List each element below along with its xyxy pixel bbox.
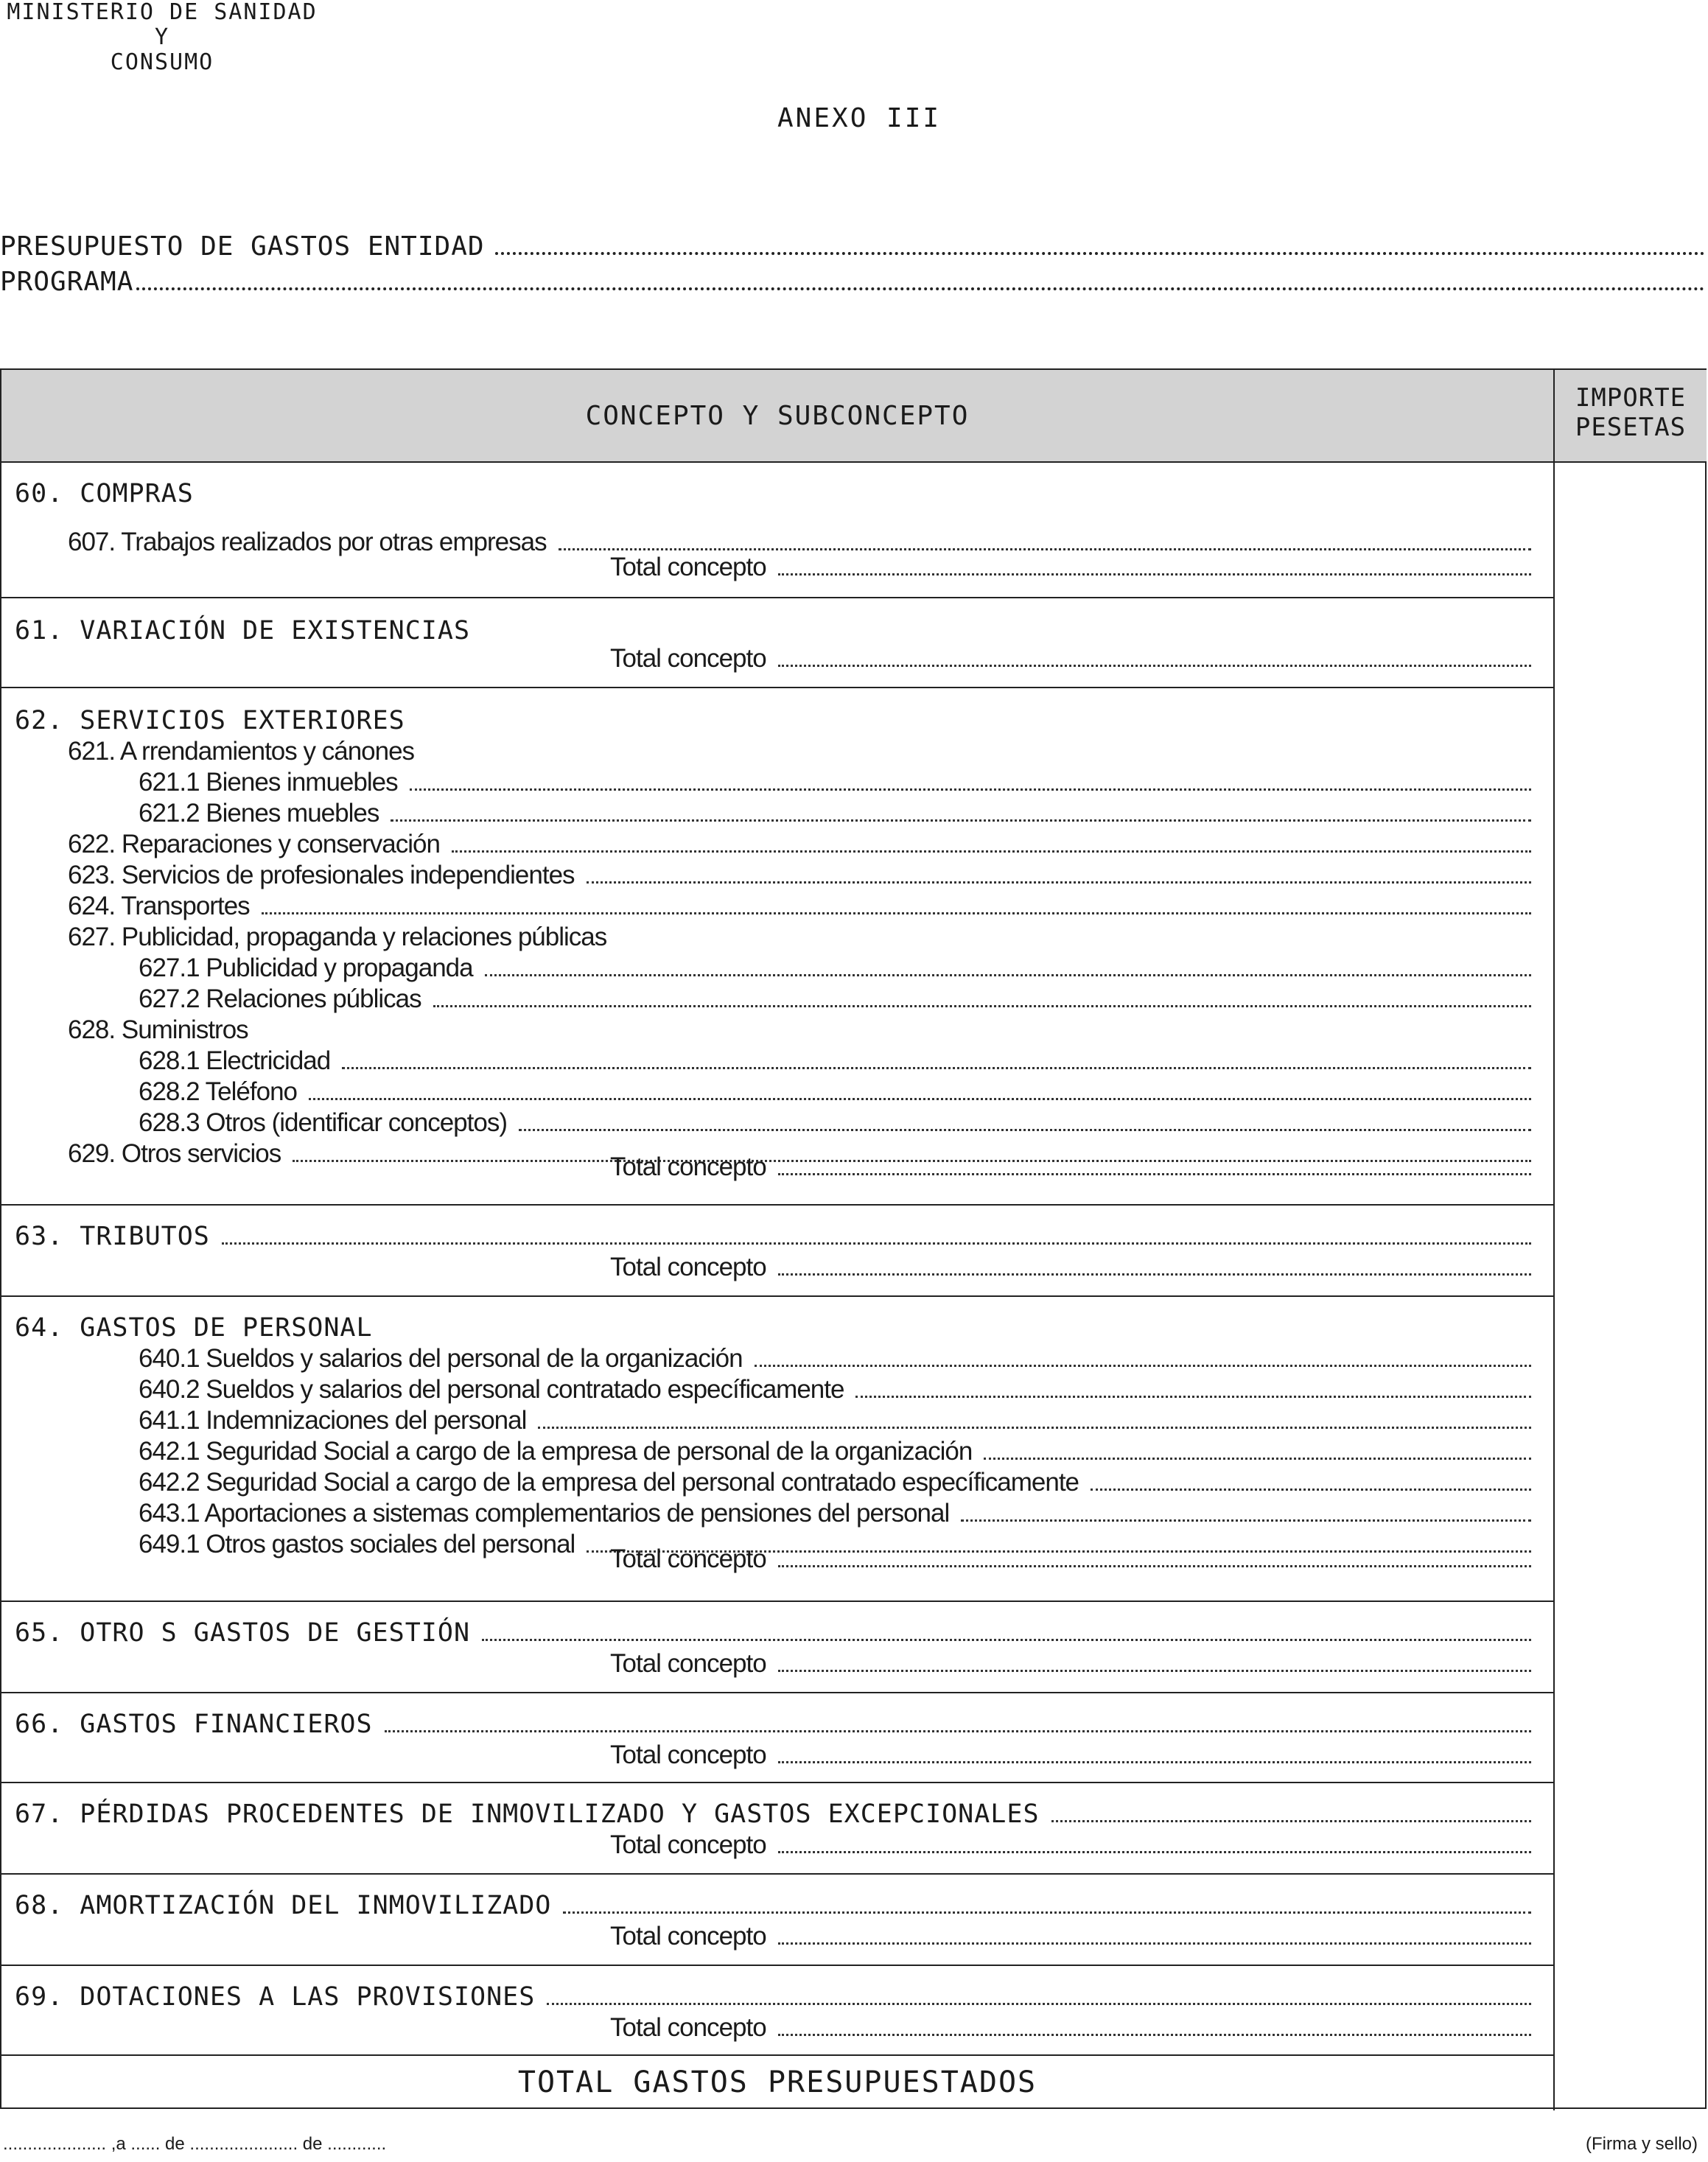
table-header bbox=[1, 370, 1707, 463]
amount-leader bbox=[778, 1654, 1531, 1672]
line-item-label: 628. Suministros bbox=[68, 1015, 248, 1044]
place-date-line: ..................... ,a ...... de ...................... de ............ bbox=[3, 2134, 387, 2154]
amount-leader bbox=[778, 1549, 1531, 1567]
line-item bbox=[139, 1077, 1531, 1107]
section-title bbox=[15, 1710, 1531, 1739]
line-item-label: 607. Trabajos realizados por otras empresas bbox=[68, 528, 547, 556]
amount-leader bbox=[961, 1503, 1531, 1522]
amount-leader bbox=[778, 2018, 1531, 2036]
section-63 bbox=[1, 1206, 1553, 1297]
line-item bbox=[139, 768, 1531, 797]
program-line bbox=[0, 267, 1705, 297]
total-concept-row bbox=[610, 1253, 1531, 1282]
section-title-label: 61. VARIACIÓN DE EXISTENCIAS bbox=[15, 616, 471, 646]
total-concept-row bbox=[610, 644, 1531, 674]
total-concept-row bbox=[610, 1544, 1531, 1574]
amount-leader bbox=[262, 896, 1531, 914]
line-item bbox=[139, 1499, 1531, 1528]
amount-leader bbox=[452, 834, 1531, 853]
line-item-label: 629. Otros servicios bbox=[68, 1139, 281, 1168]
line-item-label: 624. Transportes bbox=[68, 892, 250, 920]
budget-entity-label: PRESUPUESTO DE GASTOS ENTIDAD bbox=[0, 231, 485, 262]
line-item-label: 643.1 Aportaciones a sistemas complementarios de pensiones del personal bbox=[139, 1499, 950, 1528]
total-concept-row bbox=[610, 1649, 1531, 1679]
line-item bbox=[139, 1406, 1531, 1435]
grand-total-label: TOTAL GASTOS PRESUPUESTADOS bbox=[517, 2065, 1037, 2099]
section-65 bbox=[1, 1602, 1553, 1693]
amount-leader bbox=[755, 1348, 1531, 1367]
line-item bbox=[68, 737, 414, 766]
section-62 bbox=[1, 688, 1553, 1206]
line-item bbox=[139, 1437, 1531, 1466]
line-item bbox=[68, 923, 606, 952]
section-title-label: 62. SERVICIOS EXTERIORES bbox=[15, 706, 405, 735]
line-item bbox=[68, 830, 1531, 859]
section-title-label: 69. DOTACIONES A LAS PROVISIONES bbox=[15, 1982, 536, 2012]
section-title-label: 65. OTRO S GASTOS DE GESTIÓN bbox=[15, 1618, 471, 1648]
concept-column-header: CONCEPTO Y SUBCONCEPTO bbox=[585, 400, 970, 431]
total-concept-row bbox=[610, 553, 1531, 582]
line-item-label: 628.3 Otros (identificar conceptos) bbox=[139, 1108, 507, 1137]
signature-label: (Firma y sello) bbox=[1585, 2134, 1698, 2154]
total-concept-row bbox=[610, 1922, 1531, 1951]
section-67 bbox=[1, 1783, 1553, 1875]
amount-leader bbox=[778, 1157, 1531, 1175]
amount-leader bbox=[391, 803, 1531, 822]
section-title bbox=[15, 616, 470, 646]
amount-leader bbox=[563, 1895, 1531, 1914]
section-66 bbox=[1, 1693, 1553, 1783]
ministry-line-1: MINISTERIO DE SANIDAD bbox=[7, 0, 318, 25]
total-concept-row bbox=[610, 1830, 1531, 1860]
section-61 bbox=[1, 598, 1553, 688]
amount-header-line-1: IMPORTE bbox=[1575, 383, 1687, 413]
amount-leader bbox=[559, 532, 1531, 550]
total-concept-row bbox=[610, 1152, 1531, 1182]
ministry-line-2: Y bbox=[154, 24, 170, 50]
section-title bbox=[15, 1618, 1531, 1648]
line-item-label: 642.2 Seguridad Social a cargo de la empresa del personal contratado específicamente bbox=[139, 1468, 1079, 1497]
line-item bbox=[68, 1015, 248, 1045]
section-title bbox=[15, 479, 194, 508]
line-item bbox=[139, 1375, 1531, 1404]
total-concept-label: Total concepto bbox=[610, 2013, 766, 2042]
amount-leader bbox=[587, 865, 1531, 884]
line-item bbox=[139, 799, 1531, 828]
section-title-label: 68. AMORTIZACIÓN DEL INMOVILIZADO bbox=[15, 1891, 552, 1920]
total-concept-label: Total concepto bbox=[610, 1152, 766, 1181]
annex-title: ANEXO III bbox=[777, 103, 942, 133]
line-item bbox=[139, 954, 1531, 983]
amount-leader bbox=[547, 1987, 1531, 2005]
amount-leader bbox=[855, 1379, 1531, 1398]
amount-header-line-2: PESETAS bbox=[1575, 413, 1687, 442]
total-concept-label: Total concepto bbox=[610, 553, 766, 581]
section-title bbox=[15, 1982, 1531, 2012]
amount-leader bbox=[778, 557, 1531, 576]
total-concept-label: Total concepto bbox=[610, 1741, 766, 1769]
line-item-label: 628.2 Teléfono bbox=[139, 1077, 298, 1106]
total-concept-label: Total concepto bbox=[610, 1649, 766, 1678]
line-item-label: 640.1 Sueldos y salarios del personal de la organización bbox=[139, 1344, 743, 1373]
section-title bbox=[15, 1891, 1531, 1920]
program-label: PROGRAMA bbox=[0, 267, 134, 297]
section-title bbox=[15, 1799, 1531, 1829]
section-title-label: 66. GASTOS FINANCIEROS bbox=[15, 1710, 373, 1739]
program-field[interactable] bbox=[136, 268, 1705, 290]
total-concept-label: Total concepto bbox=[610, 1544, 766, 1573]
budget-entity-line bbox=[0, 231, 1705, 262]
line-item bbox=[139, 1046, 1531, 1076]
line-item-label: 628.1 Electricidad bbox=[139, 1046, 331, 1075]
amount-leader bbox=[778, 1257, 1531, 1276]
amount-leader bbox=[410, 772, 1531, 791]
amount-leader bbox=[222, 1226, 1531, 1245]
section-69 bbox=[1, 1966, 1553, 2056]
budget-entity-field[interactable] bbox=[495, 233, 1705, 255]
line-item-label: 641.1 Indemnizaciones del personal bbox=[139, 1406, 527, 1435]
line-item bbox=[139, 984, 1531, 1014]
line-item-label: 627. Publicidad, propaganda y relaciones públicas bbox=[68, 923, 607, 951]
section-64 bbox=[1, 1297, 1553, 1602]
amount-leader bbox=[538, 1410, 1531, 1429]
line-item bbox=[68, 892, 1531, 921]
section-title bbox=[15, 1222, 1531, 1251]
line-item bbox=[139, 1344, 1531, 1374]
total-concept-label: Total concepto bbox=[610, 1922, 766, 1951]
line-item-label: 627.2 Relaciones públicas bbox=[139, 984, 421, 1013]
total-concept-row bbox=[610, 1741, 1531, 1770]
line-item-label: 621. A rrendamientos y cánones bbox=[68, 737, 415, 766]
total-concept-label: Total concepto bbox=[610, 1253, 766, 1281]
amount-leader bbox=[433, 989, 1531, 1007]
line-item-label: 621.1 Bienes inmuebles bbox=[139, 768, 398, 797]
section-title bbox=[15, 706, 405, 735]
section-title-label: 64. GASTOS DE PERSONAL bbox=[15, 1313, 373, 1343]
amount-leader bbox=[482, 1623, 1531, 1641]
amount-leader bbox=[485, 958, 1531, 976]
amount-leader bbox=[1051, 1804, 1531, 1822]
amount-leader bbox=[519, 1113, 1531, 1131]
amount-leader bbox=[778, 648, 1531, 667]
section-60 bbox=[1, 461, 1553, 598]
amount-leader bbox=[385, 1714, 1531, 1732]
line-item-label: 649.1 Otros gastos sociales del personal bbox=[139, 1530, 575, 1558]
amount-leader bbox=[984, 1441, 1531, 1460]
section-title-label: 60. COMPRAS bbox=[15, 479, 194, 508]
section-68 bbox=[1, 1875, 1553, 1966]
line-item-label: 623. Servicios de profesionales independientes bbox=[68, 861, 575, 889]
line-item-label: 642.1 Seguridad Social a cargo de la empresa de personal de la organización bbox=[139, 1437, 973, 1466]
ministry-line-3: CONSUMO bbox=[110, 49, 214, 75]
total-concept-label: Total concepto bbox=[610, 644, 766, 673]
line-item-label: 622. Reparaciones y conservación bbox=[68, 830, 440, 858]
section-title-label: 63. TRIBUTOS bbox=[15, 1222, 210, 1251]
amount-leader bbox=[778, 1835, 1531, 1853]
section-title bbox=[15, 1313, 373, 1343]
line-item-label: 627.1 Publicidad y propaganda bbox=[139, 954, 473, 982]
total-concept-row bbox=[610, 2013, 1531, 2043]
column-divider bbox=[1553, 370, 1555, 2110]
budget-table bbox=[0, 368, 1707, 2109]
amount-leader bbox=[778, 1926, 1531, 1945]
total-concept-label: Total concepto bbox=[610, 1830, 766, 1859]
amount-leader bbox=[778, 1745, 1531, 1763]
line-item bbox=[68, 861, 1531, 890]
line-item-label: 640.2 Sueldos y salarios del personal contratado específicamente bbox=[139, 1375, 844, 1404]
amount-leader bbox=[309, 1082, 1531, 1100]
amount-leader bbox=[1091, 1472, 1531, 1491]
amount-column-header bbox=[1555, 383, 1707, 442]
amount-leader bbox=[342, 1051, 1531, 1069]
line-item-label: 621.2 Bienes muebles bbox=[139, 799, 379, 828]
section-title-label: 67. PÉRDIDAS PROCEDENTES DE INMOVILIZADO Y GASTOS EXCEPCIONALES bbox=[15, 1799, 1040, 1829]
ministry-heading bbox=[0, 0, 324, 75]
line-item bbox=[139, 1468, 1531, 1497]
line-item bbox=[139, 1108, 1531, 1138]
